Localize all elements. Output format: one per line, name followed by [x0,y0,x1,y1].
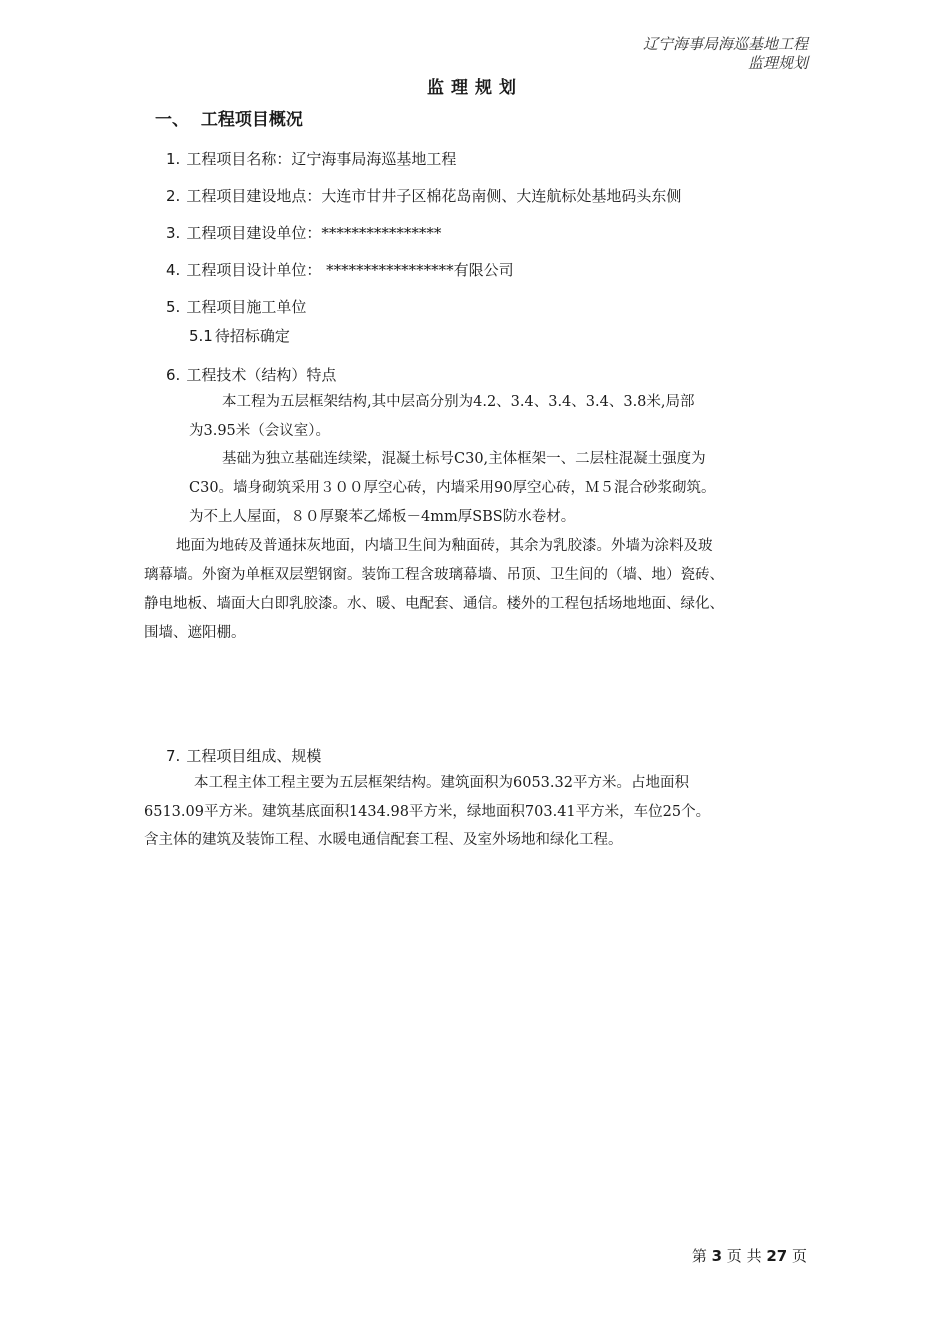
tech-paragraph-line: 静电地板、墙面大白即乳胶漆。水、暖、电配套、通信。楼外的工程包括场地地面、绿化、 [144,596,724,612]
item-number: 7. [166,747,181,765]
scale-paragraph-line: 6513.09平方米。建筑基底面积1434.98平方米，绿地面积703.41平方米，车位25个。 [144,804,711,820]
page-footer [692,1245,807,1266]
tech-paragraph-line: 地面为地砖及普通抹灰地面，内墙卫生间为釉面砖，其余为乳胶漆。外墙为涂料及玻 [176,538,713,554]
item-owner [166,222,441,243]
tech-paragraph-line: 本工程为五层框架结构,其中层高分别为4.2、3.4、3.4、3.4、3.8米,局部 [222,394,695,410]
item-project-name [166,148,456,169]
header-project-name: 辽宁海事局海巡基地工程 [642,35,808,53]
tech-paragraph-line: 围墙、遮阳棚。 [144,625,246,641]
running-header [643,35,808,73]
item-number: 3. [166,224,181,242]
item-project-location [166,185,681,206]
footer-text: 页 共 [722,1247,767,1265]
tech-paragraph-line: 璃幕墙。外窗为单框双层塑钢窗。装饰工程含玻璃幕墙、吊顶、卫生间的（墙、地）瓷砖、 [144,567,724,583]
scale-paragraph-line: 含主体的建筑及装饰工程、水暖电通信配套工程、及室外场地和绿化工程。 [144,832,623,848]
item-text: 工程项目名称：辽宁海事局海巡基地工程 [186,150,457,168]
item-composition-scale [166,745,321,766]
item-text: 工程项目施工单位 [186,298,307,316]
item-text: 工程项目建设单位：**************** [186,224,442,242]
item-contractor-sub [189,325,290,346]
item-designer [166,259,514,280]
page-number: 3 [711,1247,723,1265]
item-text: 工程技术（结构）特点 [186,366,337,384]
section-heading: 一、 工程项目概况 [155,110,303,130]
item-technical-features [166,364,336,385]
header-doc-name: 监理规划 [747,54,808,72]
footer-text: 页 [787,1247,807,1265]
page-total: 27 [766,1247,788,1265]
item-number: 1. [166,150,181,168]
page-title: 监理规划 [427,78,523,98]
tech-paragraph-line: C30。墙身砌筑采用３００厚空心砖，内墙采用90厚空心砖，Ｍ５混合砂浆砌筑。 [189,480,716,496]
item-text: 待招标确定 [214,327,290,345]
tech-paragraph-line: 为3.95米（会议室）。 [189,423,331,439]
item-text: 工程项目组成、规模 [186,747,322,765]
item-number: 2. [166,187,181,205]
item-text: 工程项目设计单位： *****************有限公司 [186,261,514,279]
scale-paragraph-line: 本工程主体工程主要为五层框架结构。建筑面积为6053.32平方米。占地面积 [194,775,689,791]
tech-paragraph-line: 基础为独立基础连续梁，混凝土标号C30,主体框架一、二层柱混凝土强度为 [222,451,706,467]
item-text: 工程项目建设地点：大连市甘井子区棉花岛南侧、大连航标处基地码头东侧 [186,187,682,205]
item-contractor [166,296,306,317]
item-number: 5.1 [189,327,213,345]
item-number: 4. [166,261,181,279]
item-number: 6. [166,366,181,384]
footer-text: 第 [691,1247,712,1265]
item-number: 5. [166,298,181,316]
tech-paragraph-line: 为不上人屋面，８０厚聚苯乙烯板－4mm厚SBS防水卷材。 [189,509,576,525]
